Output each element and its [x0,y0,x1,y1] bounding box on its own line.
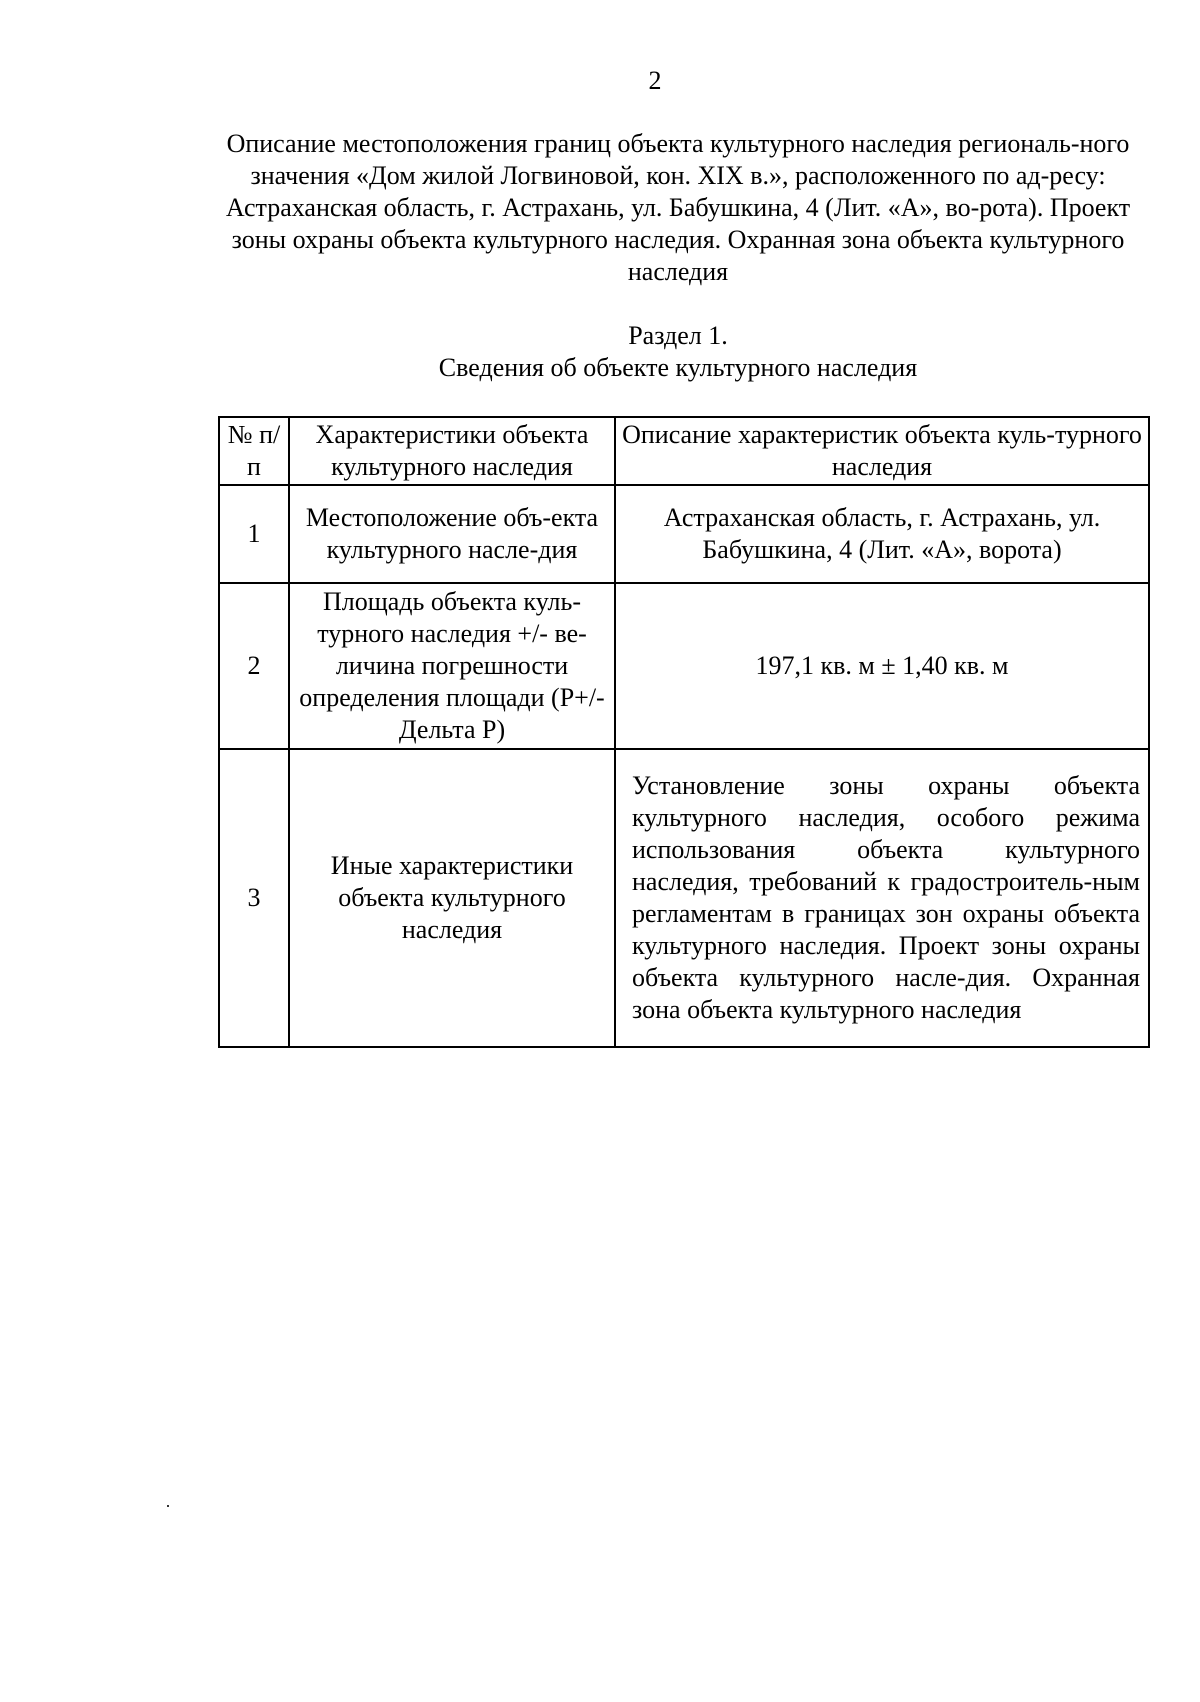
row-num: 3 [219,749,289,1047]
info-table [218,416,1150,1048]
row-characteristic: Местоположение объ-екта культурного насле-дия [289,485,615,583]
table-header-row [219,417,1149,485]
row-description: Астраханская область, г. Астрахань, ул. Бабушкина, 4 (Лит. «А», ворота) [615,485,1149,583]
section-name: Сведения об объекте культурного наследия [438,353,918,382]
section-heading [218,320,1138,384]
page-number: 2 [648,66,662,95]
header-num: № п/п [219,417,289,485]
row-characteristic: Иные характеристики объекта культурного наследия [289,749,615,1047]
header-description: Описание характеристик объекта куль-турного наследия [615,417,1149,485]
row-characteristic: Площадь объекта куль-турного наследия +/- ве-личина погрешности определения площади (Р+/- Дельта Р) [289,583,615,749]
document-title: Описание местоположения границ объекта культурного наследия региональ-ного значения «Дом жилой Логвиновой, кон. XIX в.», расположенного по ад-ресу: Астраханская область, г. Астрахань, ул. Бабушкина, 4 (Лит. «А», во-рота). Проект зоны охраны объекта культурного наследия. Охранная зона объекта культурного наследия [225,129,1131,286]
table-row [219,485,1149,583]
row-description: Установление зоны охраны объекта культурного наследия, особого режима использования объекта культурного наследия, требований к градостроитель-ным регламентам в границах зон охраны объекта культурного наследия. Проект зоны охраны объекта культурного насле-дия. Охранная зона объекта культурного наследия [615,749,1149,1047]
scan-artifact-dot [167,1505,169,1507]
table-row [219,749,1149,1047]
row-num: 1 [219,485,289,583]
header-characteristic: Характеристики объекта культурного наследия [289,417,615,485]
row-num: 2 [219,583,289,749]
row-description: 197,1 кв. м ± 1,40 кв. м [615,583,1149,749]
table-row [219,583,1149,749]
section-number: Раздел 1. [628,321,728,350]
